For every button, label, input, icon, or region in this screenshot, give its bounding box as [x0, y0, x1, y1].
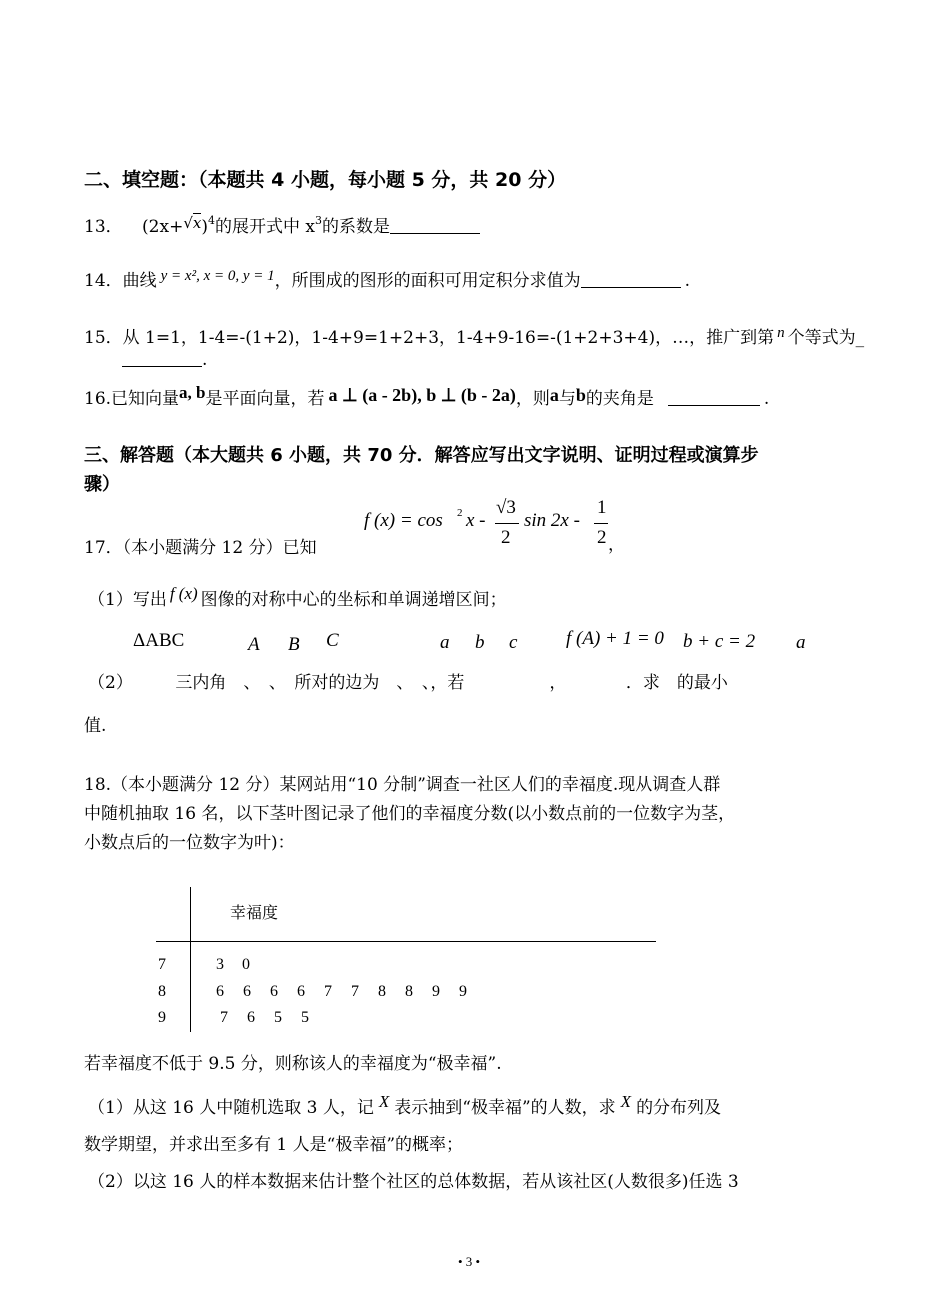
- question-14: 14．曲线 y = x², x = 0, y = 1，所围成的图形的面积可用定积分求值为 .: [84, 268, 691, 291]
- q17-part1: （1）写出 f (x) 图像的对称中心的坐标和单调递增区间；: [88, 584, 507, 610]
- sqrt-x: √x: [183, 214, 202, 232]
- question-15: 15．从 1=1，1-4=-(1+2)，1-4+9=1+2+3，1-4+9-16=-(1+2+3+4)，…，推广到第 n 个等式为_: [84, 325, 865, 348]
- answer-blank-13: [390, 217, 480, 234]
- leaf: 8: [405, 983, 413, 1000]
- answer-blank-15: [122, 350, 202, 367]
- q17-function-formula: f (x) = cos 2 x - √3 2 sin 2x - 1 2 ，: [364, 497, 625, 555]
- leaf: 6: [216, 983, 224, 1000]
- q18-definition: 若幸福度不低于 9.5 分，则称该人的幸福度为“极幸福”.: [84, 1054, 502, 1074]
- leaf: 7: [220, 1009, 228, 1026]
- question-17-intro: 17．（本小题满分 12 分）已知: [84, 538, 317, 558]
- sqrt3: √3: [496, 497, 516, 518]
- leaf: 7: [351, 983, 359, 1000]
- leaf: 7: [324, 983, 332, 1000]
- answer-blank-14: [581, 271, 681, 288]
- stem: 9: [158, 1009, 166, 1026]
- leaf: 6: [247, 1009, 255, 1026]
- q18-line3: 小数点后的一位数字为叶)：: [84, 833, 295, 853]
- question-16: 16.已知向量a, b是平面向量，若 a ⊥ (a - 2b), b ⊥ (b - 2a)，则a与b的夹角是 .: [84, 383, 770, 409]
- leaf: 6: [297, 983, 305, 1000]
- q13-number: 13．: [84, 217, 123, 237]
- condition-bc: b + c = 2: [683, 631, 756, 652]
- q18-part1: （1）从这 16 人中随机选取 3 人，记 X 表示抽到“极幸福”的人数，求 X 的分布列及: [88, 1092, 722, 1118]
- stem-divider-line: [190, 887, 191, 1032]
- question-15-line2: .: [122, 350, 207, 370]
- q18-part2: （2）以这 16 人的样本数据来估计整个社区的总体数据，若从该社区(人数很多)任选 3: [88, 1172, 739, 1192]
- question-13: 13． $(2x+√x)^4$的展开式中 $x^3$的系数是: [84, 212, 480, 237]
- section-heading-fill-blank: 二、填空题：（本题共 4 小题，每小题 5 分，共 20 分）: [84, 169, 567, 191]
- section-heading-answer-line1: 三、解答题（本大题共 6 小题，共 70 分．解答应写出文字说明、证明过程或演算步: [84, 445, 759, 466]
- fraction-bar: [495, 523, 519, 524]
- page-number: • 3 •: [458, 1254, 481, 1269]
- leaf: 6: [243, 983, 251, 1000]
- leaf: 0: [242, 956, 250, 973]
- leaf: 8: [378, 983, 386, 1000]
- q17-part2-end: 值.: [84, 716, 107, 736]
- stem-leaf-header: 幸福度: [230, 903, 279, 922]
- q18-line1: 18.（本小题满分 12 分）某网站用“10 分制”调查一社区人们的幸福度.现从调查人群: [84, 775, 721, 795]
- vectors-ab: a, b: [179, 383, 206, 402]
- leaf: 5: [274, 1009, 282, 1026]
- q14-curve-equation: y = x², x = 0, y = 1: [160, 268, 275, 284]
- leaf: 5: [301, 1009, 309, 1026]
- perpendicular-condition: a ⊥ (a - 2b), b ⊥ (b - 2a): [328, 385, 516, 405]
- section-heading-answer-line2: 骤）: [84, 474, 120, 495]
- leaf: 9: [459, 983, 467, 1000]
- fraction-bar: [594, 523, 608, 524]
- leaf: 9: [432, 983, 440, 1000]
- leaf: 3: [216, 956, 224, 973]
- triangle-abc: ΔABC: [133, 630, 185, 651]
- q13-open: (2x+: [142, 217, 184, 237]
- stem: 7: [158, 956, 166, 973]
- q18-line2: 中随机抽取 16 名，以下茎叶图记录了他们的幸福度分数(以小数点前的一位数字为茎，: [84, 804, 736, 824]
- stem: 8: [158, 983, 166, 1000]
- q18-part1-line2: 数学期望，并求出至多有 1 人是“极幸福”的概率；: [84, 1135, 464, 1155]
- answer-blank-16: [668, 389, 760, 406]
- condition-fA: f (A) + 1 = 0: [566, 628, 664, 649]
- q17-part2: （2） 三内角 、 、 所对的边为 、 、，若 ， ．求 的最小: [88, 673, 728, 693]
- header-underline: [156, 941, 656, 942]
- leaf: 6: [270, 983, 278, 1000]
